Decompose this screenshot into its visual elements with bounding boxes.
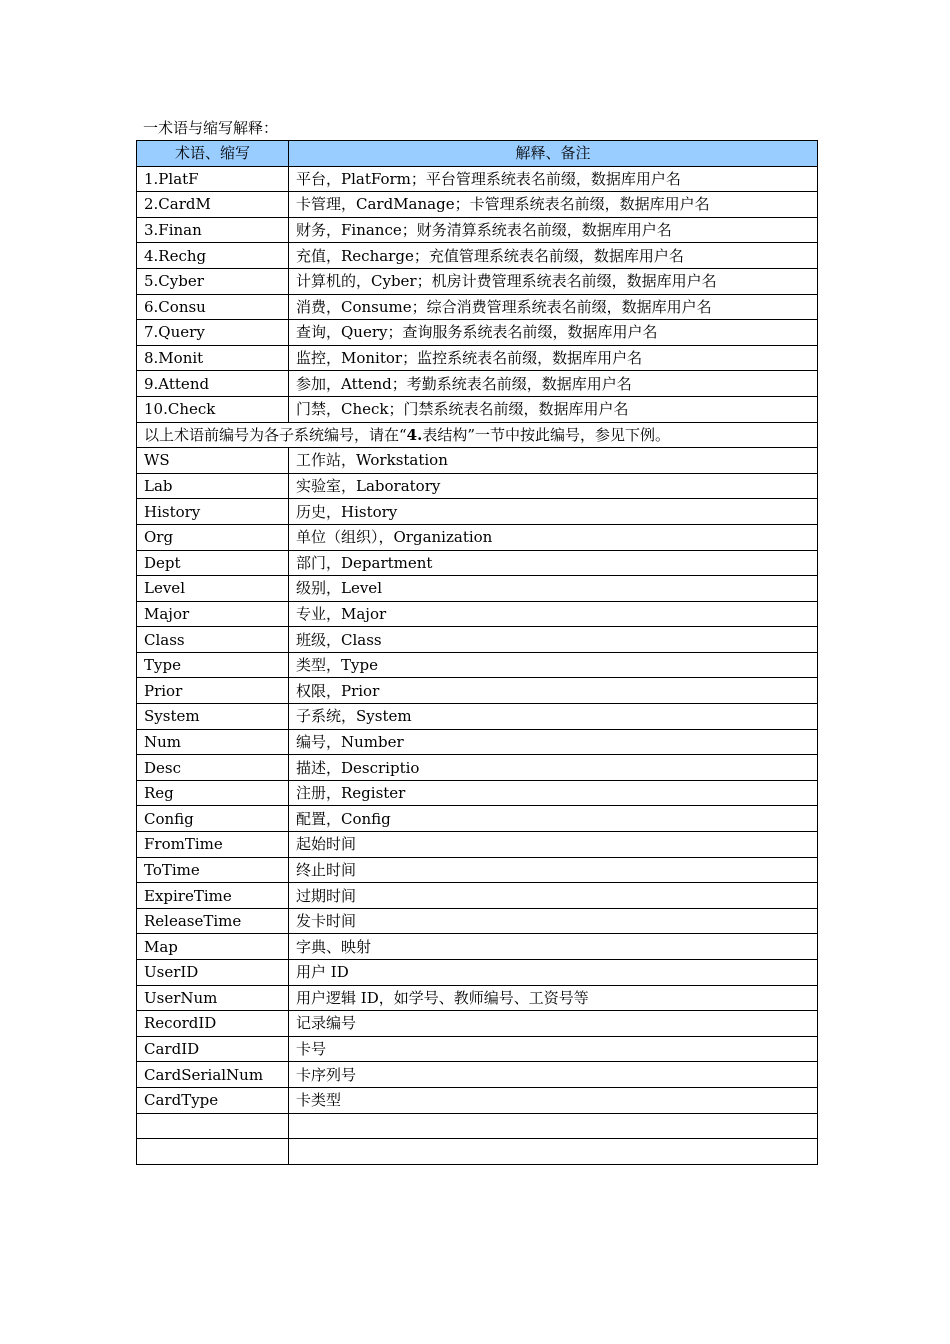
term-cell: System (137, 704, 289, 730)
explanation-cell: 计算机的，Cyber；机房计费管理系统表名前缀，数据库用户名 (289, 268, 818, 294)
table-row (137, 268, 818, 294)
explanation-cell: 监控，Monitor；监控系统表名前缀，数据库用户名 (289, 345, 818, 371)
explanation-cell: 消费，Consume；综合消费管理系统表名前缀，数据库用户名 (289, 294, 818, 320)
explanation-cell: 平台，PlatForm；平台管理系统表名前缀，数据库用户名 (289, 166, 818, 192)
term-cell: Type (137, 652, 289, 678)
explanation-cell: 卡号 (289, 1036, 818, 1062)
table-row (137, 448, 818, 474)
explanation-cell: 充值，Recharge；充值管理系统表名前缀，数据库用户名 (289, 243, 818, 269)
term-cell (137, 1113, 289, 1139)
table-row (137, 678, 818, 704)
table-row (137, 627, 818, 653)
table-row (137, 243, 818, 269)
explanation-cell: 专业，Major (289, 601, 818, 627)
explanation-cell: 记录编号 (289, 1011, 818, 1037)
term-cell: RecordID (137, 1011, 289, 1037)
note-text-after: 表结构”一节中按此编号，参见下例。 (422, 425, 671, 444)
table-row (137, 1113, 818, 1139)
term-cell: 4.Rechg (137, 243, 289, 269)
explanation-cell: 用户逻辑 ID，如学号、教师编号、工资号等 (289, 985, 818, 1011)
term-cell: CardSerialNum (137, 1062, 289, 1088)
term-cell: 7.Query (137, 320, 289, 346)
term-cell: Dept (137, 550, 289, 576)
table-row (137, 550, 818, 576)
table-row (137, 499, 818, 525)
table-row (137, 908, 818, 934)
table-row (137, 192, 818, 218)
explanation-cell: 财务，Finance；财务清算系统表名前缀，数据库用户名 (289, 217, 818, 243)
table-row (137, 1036, 818, 1062)
table-row (137, 652, 818, 678)
term-cell: 10.Check (137, 396, 289, 422)
explanation-cell: 注册，Register (289, 780, 818, 806)
term-cell: 5.Cyber (137, 268, 289, 294)
explanation-cell: 卡类型 (289, 1087, 818, 1113)
table-row (137, 166, 818, 192)
term-cell: Lab (137, 473, 289, 499)
explanation-cell: 类型，Type (289, 652, 818, 678)
explanation-cell: 发卡时间 (289, 908, 818, 934)
table-row (137, 524, 818, 550)
table-row (137, 704, 818, 730)
term-cell: CardID (137, 1036, 289, 1062)
table-row (137, 601, 818, 627)
explanation-cell: 班级，Class (289, 627, 818, 653)
term-cell: 8.Monit (137, 345, 289, 371)
note-text-bold: 4. (406, 425, 423, 444)
table-row (137, 217, 818, 243)
table-row (137, 755, 818, 781)
table-row (137, 934, 818, 960)
term-cell: WS (137, 448, 289, 474)
explanation-cell: 卡管理，CardManage；卡管理系统表名前缀，数据库用户名 (289, 192, 818, 218)
explanation-cell: 单位（组织），Organization (289, 524, 818, 550)
term-cell: 2.CardM (137, 192, 289, 218)
term-cell: ExpireTime (137, 883, 289, 909)
explanation-cell: 终止时间 (289, 857, 818, 883)
term-cell: 1.PlatF (137, 166, 289, 192)
table-row (137, 832, 818, 858)
table-row (137, 473, 818, 499)
explanation-cell: 门禁，Check；门禁系统表名前缀，数据库用户名 (289, 396, 818, 422)
term-cell: FromTime (137, 832, 289, 858)
table-row (137, 320, 818, 346)
table-row (137, 371, 818, 397)
table-row (137, 960, 818, 986)
header-explanation: 解释、备注 (289, 141, 818, 167)
term-cell: ToTime (137, 857, 289, 883)
table-header-row (137, 141, 818, 167)
term-cell: 9.Attend (137, 371, 289, 397)
explanation-cell: 查询，Query；查询服务系统表名前缀，数据库用户名 (289, 320, 818, 346)
table-row (137, 985, 818, 1011)
explanation-cell: 级别，Level (289, 576, 818, 602)
table-row (137, 1087, 818, 1113)
table-row (137, 806, 818, 832)
table-row (137, 294, 818, 320)
explanation-cell: 部门，Department (289, 550, 818, 576)
explanation-cell: 权限，Prior (289, 678, 818, 704)
table-row (137, 576, 818, 602)
table-row (137, 780, 818, 806)
page-heading: 一术语与缩写解释： (143, 119, 279, 137)
table-row (137, 857, 818, 883)
explanation-cell (289, 1113, 818, 1139)
term-cell: ReleaseTime (137, 908, 289, 934)
note-row (137, 422, 818, 448)
explanation-cell: 用户 ID (289, 960, 818, 986)
term-cell: Level (137, 576, 289, 602)
term-cell: 3.Finan (137, 217, 289, 243)
explanation-cell: 字典、映射 (289, 934, 818, 960)
table-row (137, 729, 818, 755)
note-text-before: 以上术语前编号为各子系统编号，请在“ (144, 425, 407, 444)
table-row (137, 883, 818, 909)
explanation-cell: 卡序列号 (289, 1062, 818, 1088)
term-cell: Map (137, 934, 289, 960)
term-cell: UserNum (137, 985, 289, 1011)
explanation-cell: 实验室，Laboratory (289, 473, 818, 499)
term-cell: Num (137, 729, 289, 755)
term-cell: Class (137, 627, 289, 653)
term-cell: Config (137, 806, 289, 832)
term-cell: 6.Consu (137, 294, 289, 320)
term-cell: UserID (137, 960, 289, 986)
term-cell: CardType (137, 1087, 289, 1113)
term-cell: Org (137, 524, 289, 550)
explanation-cell: 子系统，System (289, 704, 818, 730)
explanation-cell: 编号，Number (289, 729, 818, 755)
term-cell: History (137, 499, 289, 525)
term-cell: Reg (137, 780, 289, 806)
table-row (137, 1139, 818, 1165)
explanation-cell: 历史，History (289, 499, 818, 525)
table-row (137, 345, 818, 371)
explanation-cell: 描述，Descriptio (289, 755, 818, 781)
term-cell: Prior (137, 678, 289, 704)
note-cell (137, 422, 818, 448)
term-cell (137, 1139, 289, 1165)
explanation-cell (289, 1139, 818, 1165)
term-cell: Desc (137, 755, 289, 781)
header-term: 术语、缩写 (137, 141, 289, 167)
terms-table (136, 140, 818, 1165)
table-row (137, 1062, 818, 1088)
explanation-cell: 起始时间 (289, 832, 818, 858)
explanation-cell: 工作站，Workstation (289, 448, 818, 474)
table-row (137, 396, 818, 422)
explanation-cell: 过期时间 (289, 883, 818, 909)
table-row (137, 1011, 818, 1037)
term-cell: Major (137, 601, 289, 627)
explanation-cell: 配置，Config (289, 806, 818, 832)
explanation-cell: 参加，Attend；考勤系统表名前缀，数据库用户名 (289, 371, 818, 397)
